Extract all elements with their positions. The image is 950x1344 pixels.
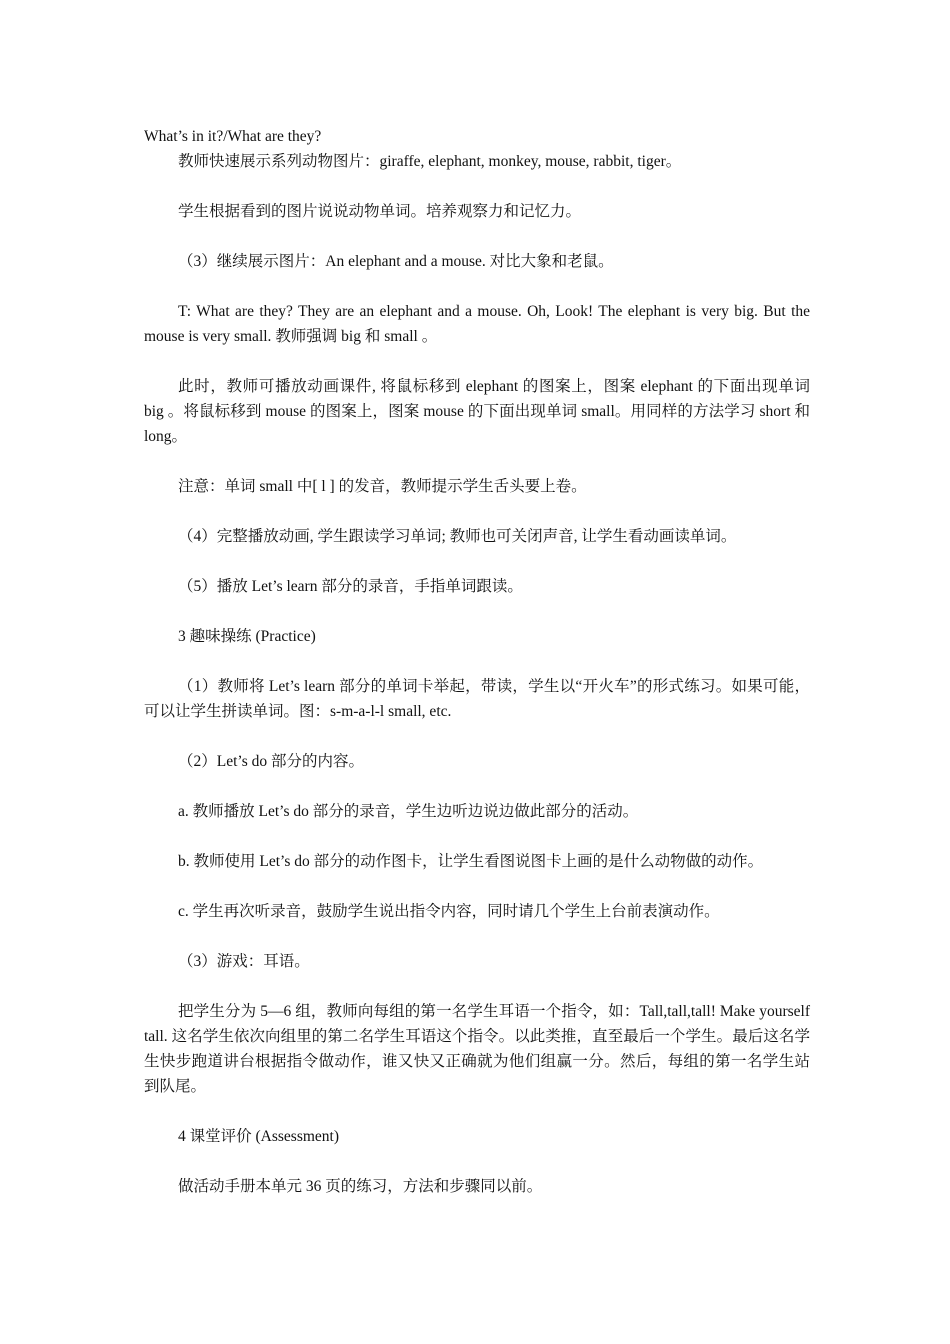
paragraph-game-whisper: （3）游戏：耳语。 bbox=[178, 953, 310, 970]
paragraph-item-a: a. 教师播放 Let’s do 部分的录音，学生边听边说边做此部分的活动。 bbox=[178, 803, 639, 820]
paragraph-teacher-dialogue: T: What are they? They are an elephant and a mouse. Oh, Look! The elephant is very big. But the mouse is very small. 教师强调 big 和 small 。 bbox=[144, 303, 810, 345]
document-page bbox=[144, 124, 810, 1199]
section-heading-practice: 3 趣味操练 (Practice) bbox=[178, 628, 316, 645]
paragraph-show-animals: 教师快速展示系列动物图片：giraffe, elephant, monkey, mouse, rabbit, tiger。 bbox=[178, 153, 682, 170]
paragraph-item-b: b. 教师使用 Let’s do 部分的动作图卡，让学生看图说图卡上画的是什么动物做的动作。 bbox=[178, 853, 764, 870]
paragraph-students-say-words: 学生根据看到的图片说说动物单词。培养观察力和记忆力。 bbox=[178, 203, 582, 220]
paragraph-pronunciation-note: 注意：单词 small 中[ l ] 的发音，教师提示学生舌头要上卷。 bbox=[178, 478, 587, 495]
paragraph-lets-do-content: （2）Let’s do 部分的内容。 bbox=[178, 753, 364, 770]
paragraph-step-4-play-animation: （4）完整播放动画, 学生跟读学习单词; 教师也可关闭声音, 让学生看动画读单词。 bbox=[178, 528, 737, 545]
paragraph-step-5-play-recording: （5）播放 Let’s learn 部分的录音，手指单词跟读。 bbox=[178, 578, 523, 595]
paragraph-step-3-show-pictures: （3）继续展示图片：An elephant and a mouse. 对比大象和老鼠。 bbox=[178, 253, 614, 270]
paragraph-animation-courseware: 此时，教师可播放动画课件, 将鼠标移到 elephant 的图案上，图案 elephant 的下面出现单词 big 。将鼠标移到 mouse 的图案上，图案 mouse 的下面出现单词 small。用同样的方法学习 short 和 long。 bbox=[144, 378, 810, 445]
section-heading-assessment: 4 课堂评价 (Assessment) bbox=[178, 1128, 340, 1145]
text-line-intro-question: What’s in it?/What are they? bbox=[144, 128, 322, 145]
paragraph-item-c: c. 学生再次听录音，鼓励学生说出指令内容，同时请几个学生上台前表演动作。 bbox=[178, 903, 720, 920]
paragraph-game-rules: 把学生分为 5—6 组，教师向每组的第一名学生耳语一个指令，如：Tall,tall,tall! Make yourself tall. 这名学生依次向组里的第二名学生耳语这个指令。以此类推，直至最后一个学生。最后这名学生快步跑道讲台根据指令做动作，谁又快又正确就为他们组赢一分。然后，每组的第一名学生站到队尾。 bbox=[144, 1003, 810, 1095]
paragraph-activity-book: 做活动手册本单元 36 页的练习，方法和步骤同以前。 bbox=[178, 1178, 543, 1195]
paragraph-practice-word-cards: （1）教师将 Let’s learn 部分的单词卡举起，带读，学生以“开火车”的形式练习。如果可能，可以让学生拼读单词。图：s-m-a-l-l small, etc. bbox=[144, 678, 810, 720]
